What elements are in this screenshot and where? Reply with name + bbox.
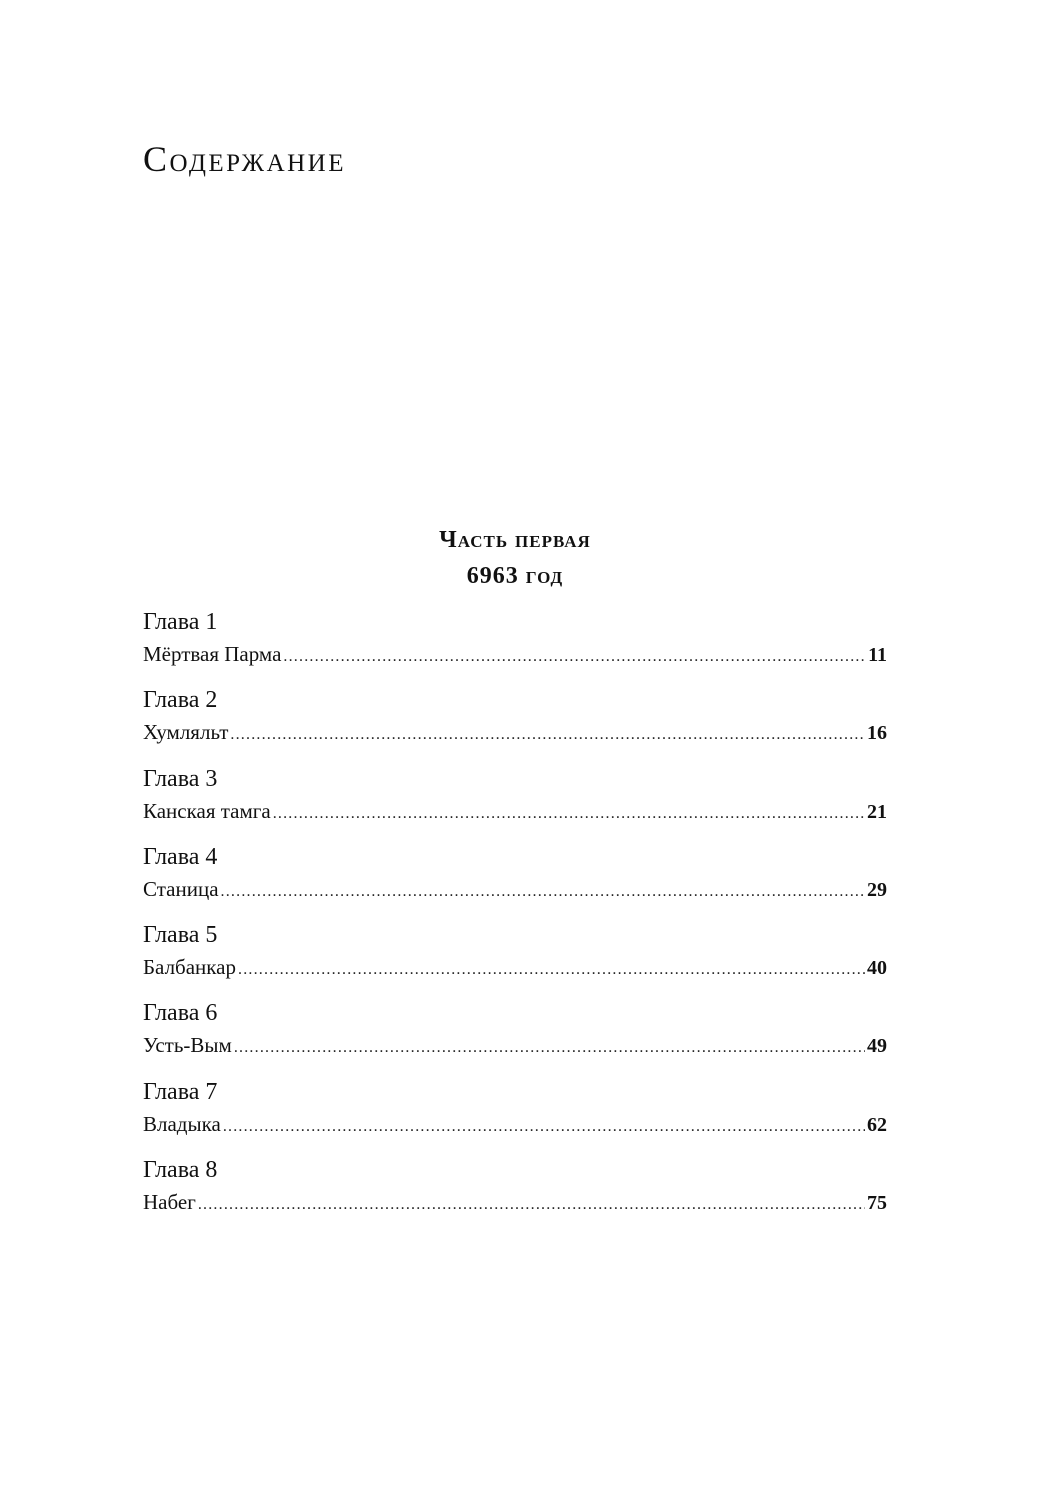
chapter-title: Владыка (143, 1111, 221, 1136)
toc-chapter (143, 605, 887, 683)
dot-leader (273, 799, 865, 829)
part-subtitle: 6963 год (466, 563, 564, 589)
page-title: Содержание (143, 139, 347, 179)
chapter-label: Глава 2 (143, 687, 218, 714)
dot-leader (223, 1112, 865, 1142)
chapter-label: Глава 5 (143, 922, 218, 949)
toc-chapter (143, 996, 887, 1074)
chapter-title: Хумляльт (143, 720, 229, 745)
toc-entry[interactable] (143, 1109, 887, 1139)
toc-entry[interactable] (143, 952, 887, 982)
chapter-label: Глава 1 (143, 609, 218, 635)
toc-chapter (143, 683, 887, 761)
page-number: 40 (867, 957, 887, 980)
chapter-label: Глава 3 (143, 765, 218, 792)
dot-leader (230, 720, 865, 750)
toc-entry[interactable] (143, 874, 887, 904)
chapter-label: Глава 4 (143, 843, 218, 870)
dot-leader (234, 1033, 865, 1063)
chapter-title: Мёртвая Парма (143, 642, 282, 666)
part-title: Часть первая (439, 527, 591, 553)
dot-leader (198, 1190, 865, 1220)
chapter-title: Станица (143, 876, 219, 901)
dot-leader (221, 877, 865, 907)
chapter-title: Канская тамга (143, 798, 271, 823)
chapter-title: Усть-Вым (143, 1033, 232, 1058)
page-number: 16 (867, 722, 887, 745)
toc-chapter (143, 918, 887, 996)
toc-chapter (143, 1075, 887, 1153)
toc-chapter (143, 762, 887, 840)
toc-chapter (143, 840, 887, 918)
chapter-label: Глава 8 (143, 1157, 218, 1184)
chapter-label: Глава 6 (143, 1000, 218, 1027)
dot-leader (283, 642, 866, 672)
table-of-contents (143, 605, 887, 1231)
page-number: 29 (867, 878, 887, 901)
page-number: 21 (867, 800, 887, 823)
part-heading (0, 522, 1030, 594)
chapter-label: Глава 7 (143, 1078, 218, 1105)
toc-entry[interactable] (143, 796, 887, 826)
toc-entry[interactable] (143, 1187, 887, 1217)
toc-chapter (143, 1153, 887, 1231)
page-number: 49 (867, 1035, 887, 1058)
toc-entry[interactable] (143, 717, 887, 747)
page-number: 75 (867, 1192, 887, 1215)
toc-entry[interactable] (143, 1030, 887, 1060)
toc-entry[interactable] (143, 639, 887, 669)
chapter-title: Набег (143, 1190, 196, 1215)
dot-leader (238, 955, 865, 985)
chapter-title: Балбанкар (143, 955, 236, 980)
page-number: 62 (867, 1113, 887, 1136)
page-number: 11 (868, 644, 887, 666)
